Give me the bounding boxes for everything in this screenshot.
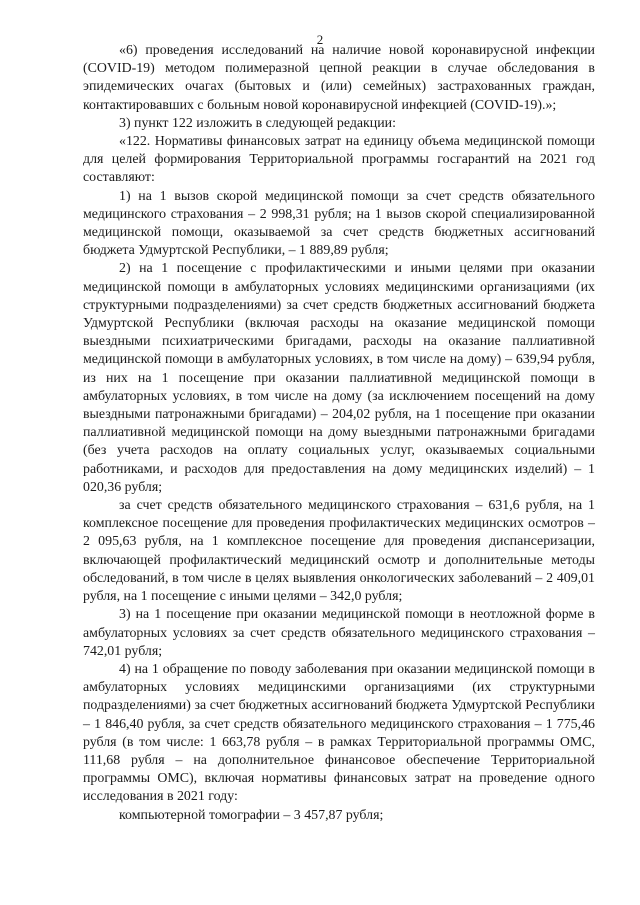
paragraph-item-3-intro: 3) пункт 122 изложить в следующей редакции: [119,115,396,131]
paragraph-covid-testing: «6) проведения исследований на наличие новой коронавирусной инфекции (COVID-19) методом полимеразной цепной реакции в случае обследования в эпидемических очагах (бытовых и (или) семейных) застрахованных граждан, контактировавших с больным новой коронавирусной инфекцией (COVID-19).»; [83,43,595,113]
document-body [83,42,595,825]
paragraph-preventive-visit: 2) на 1 посещение с профилактическими и иными целями при оказании медицинской помощи в амбулаторных условиях медицинскими организациями (их структурными подразделениями) за счет средств бюджетных ассигнований бюджета Удмуртской Республики (включая расходы на оказание медицинской помощи выездными психиатрическими бригадами, расходы на оказание паллиативной медицинской помощи в амбулаторных условиях, в том числе на дому) – 639,94 рубля, из них на 1 посещение при оказании паллиативной медицинской помощи в амбулаторных условиях, в том числе на дому (за исключением посещений на дому выездными патронажными бригадами) – 204,02 рубля, на 1 посещение при оказании паллиативной медицинской помощи на дому выездными патронажными бригадами (без учета расходов на оплату социальных услуг, оказываемых социальными работниками, и расходов для предоставления на дому медицинских изделий) – 1 020,36 рубля; [83,261,595,495]
paragraph-clause-122: «122. Нормативы финансовых затрат на единицу объема медицинской помощи для целей формирования Территориальной программы госгарантий на 2021 год составляют: [83,134,595,186]
page-number: 2 [316,32,324,47]
paragraph-oms-visits: за счет средств обязательного медицинского страхования – 631,6 рубля, на 1 комплексное посещение для проведения профилактических медицинских осмотров – 2 095,63 рубля, на 1 комплексное посещение для проведения диспансеризации, включающей профилактический медицинский осмотр и дополнительные методы обследований, в том числе в целях выявления онкологических заболеваний – 2 409,01 рубля, на 1 посещение с иными целями – 342,0 рубля; [83,498,595,605]
paragraph-urgent-care: 3) на 1 посещение при оказании медицинской помощи в неотложной форме в амбулаторных условиях за счет средств обязательного медицинского страхования – 742,01 рубля; [83,607,595,659]
paragraph-disease-referral: 4) на 1 обращение по поводу заболевания при оказании медицинской помощи в амбулаторных условиях медицинскими организациями (их структурными подразделениями) за счет бюджетных ассигнований бюджета Удмуртской Республики – 1 846,40 рубля, за счет средств обязательного медицинского страхования – 1 775,46 рубля (в том числе: 1 663,78 рубля – в рамках Территориальной программы ОМС, 111,68 рубля – на дополнительное финансовое обеспечение Территориальной программы ОМС), включая нормативы финансовых затрат на проведение одного исследования в 2021 году: [83,661,595,805]
paragraph-ct-scan: компьютерной томографии – 3 457,87 рубля; [119,807,384,823]
paragraph-ambulance-call: 1) на 1 вызов скорой медицинской помощи за счет средств обязательного медицинского страхования – 2 998,31 рубля; на 1 вызов скорой специализированной медицинской помощи, оказываемой за счет средств бюджетных ассигнований бюджета Удмуртской Республики, – 1 889,89 рубля; [83,188,595,259]
